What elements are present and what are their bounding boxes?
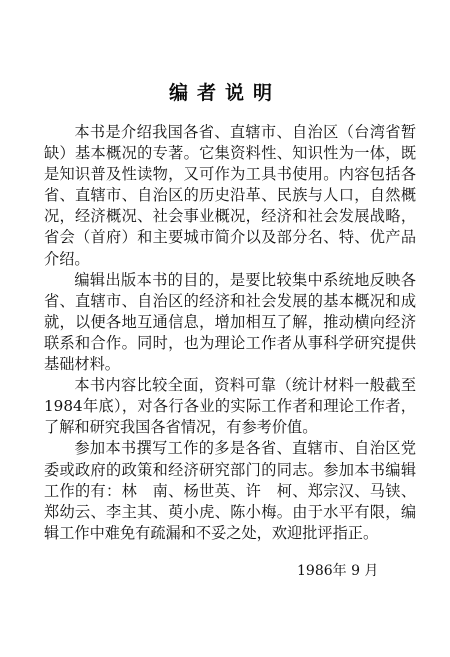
paragraph-intro: 本书是介绍我国各省、直辖市、自治区（台湾省暂缺）基本概况的专著。它集资料性、知识性为一体，既是知识普及性读物，又可作为工具书使用。内容包括各省、直辖市、自治区的历史沿革、民族与人口，自然概况，经济概况、社会事业概况，经济和社会发展战略，省会（首府）和主要城市简介以及部分名、特、优产品介绍。 xyxy=(44,123,416,268)
document-date: 1986年 9 月 xyxy=(297,563,379,579)
body-text xyxy=(44,122,416,544)
paragraph-content: 本书内容比较全面，资料可靠（统计材料一般截至1984年底），对各行各业的实际工作者和理论工作者，了解和研究我国各省情况，有参考价值。 xyxy=(44,376,416,437)
paragraph-contributors: 参加本书撰写工作的多是各省、直辖市、自治区党委或政府的政策和经济研究部门的同志。参加本书编辑工作的有：林 南、杨世英、许 柯、郑宗汉、马铗、郑幼云、李主其、萸小虎、陈小梅。由于水平有限，编辑工作中难免有疏漏和不妥之处，欢迎批评指正。 xyxy=(44,439,416,542)
page-title: 编者说明 xyxy=(168,82,281,104)
paragraph-purpose: 编辑出版本书的目的，是要比较集中系统地反映各省、直辖市、自治区的经济和社会发展的基本概况和成就，以便各地互通信息，增加相互了解，推动横向经济联系和合作。同时，也为理论工作者从事科学研究提供基础材料。 xyxy=(44,270,416,374)
